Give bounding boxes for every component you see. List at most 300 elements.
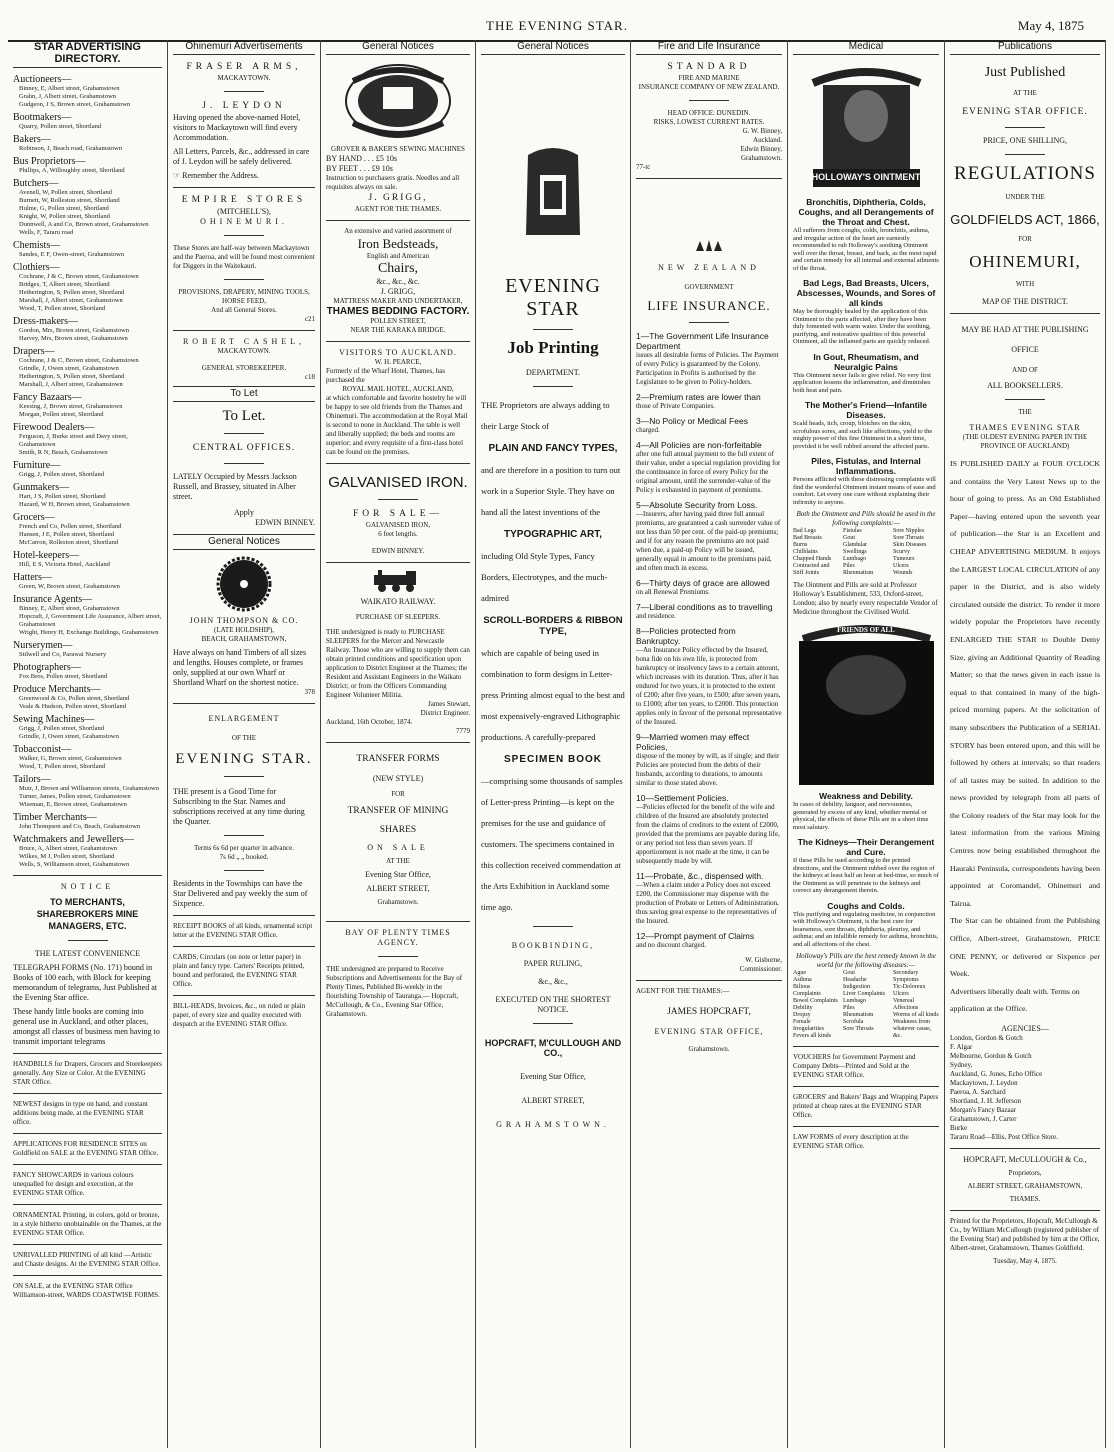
instruction-text: Instruction to purchasers gratis. Needles and all requisites always on sale. <box>326 174 460 191</box>
therefore-text: and are therefore in a position to turn out work in a Superior Style. They have on hand all the latest inventions of the <box>481 465 621 517</box>
medical-section-heading: Bronchitis, Diphtheria, Colds, Coughs, and all Derangements of the Throat and Chest. <box>798 197 934 227</box>
divider <box>173 703 315 704</box>
directory-entry: Sandes, E F, Owen-street, Grahamstown <box>19 251 125 258</box>
agency-entry: Auckland, G. Jones, Echo Office <box>950 1070 1043 1078</box>
published-daily-text: IS PUBLISHED DAILY at FOUR O'CLOCK and contains the Very Latest News up to the hour of going to press. As an Old Established Paper—having entered upon the seventh year of publication—the Star is an Excellent and CHEAP ADVERTISING MEDIUM. It enjoys the LARGEST LOCAL CIRCULATION of any paper in the District, and is also widely circulated outside the district. To render it more widely popular the Proprietors have recently ENLARGED THE STAR to Double Demy Size, giving an Additional Quantity of Reading Matter; so that the news given in each issue is equal to that contained in many of the high-priced morning papers. At the solicitation of many subscribers the Publication of a SERIAL STORY has been entered upon, and this will be followed by others at intervals; so that readers of all tastes may be suited. In addition to the news provided by telegraph from all parts of the Colony readers of the Star may look for the latest information from the various Mining Centres now being established throughout the Hauraki Peninsula, correspondents having been appointed at Coromandel, Ohinemuri and Tairua. <box>950 459 1100 908</box>
empire-place: OHINEMURI. <box>200 217 288 226</box>
insurance-point-heading: 8—Policies protected from Bankruptcy. <box>636 626 736 646</box>
insurance-point-heading: 6—Thirty days of grace are allowed <box>636 578 770 588</box>
medical-section-body: In cases of debility, languor, and nervousness, generated by excess of any kind, whether mental or physical, the effects of these Pills are in a short time most salutary. <box>793 801 929 831</box>
disease-item: Rheumatism <box>843 1012 874 1018</box>
divider <box>224 235 264 236</box>
divider <box>793 1046 939 1047</box>
formerly-text: Formerly of the Wharf Hotel, Thames, has purchased the <box>326 367 446 384</box>
divider <box>326 463 470 464</box>
just-published: Just Published <box>984 65 1066 80</box>
directory-entry: Walker, G, Brown street, Grahamstown <box>19 755 122 762</box>
divider <box>689 100 729 101</box>
divider <box>13 1093 162 1094</box>
general-notices-heading: General Notices <box>326 40 470 55</box>
insurance-point-heading: 2—Premium rates are lower than <box>636 392 761 402</box>
insurance-point <box>636 871 782 926</box>
agency-entry: London, Gordon & Gotch <box>950 1034 1023 1042</box>
complaint-item: Scurvy <box>893 549 910 555</box>
divider <box>173 187 315 188</box>
medical-section-heading: Bad Legs, Bad Breasts, Ulcers, Abscesses, Wounds, and Sores of all kinds <box>796 278 936 308</box>
complaint-item: Lumbago <box>843 556 866 562</box>
sewing-machine-emblem <box>343 61 453 141</box>
directory-category: Sewing Machines— <box>13 714 95 725</box>
directory-entry: Bruce, A, Albert street, Grahamstown <box>19 845 118 852</box>
all-booksellers: ALL BOOKSELLERS. <box>987 381 1063 390</box>
complaint-item: Skin Diseases <box>893 542 927 548</box>
directory-entry: Greenwood & Co, Pollen street, Shortland <box>19 695 130 702</box>
medical-section-body: This Ointment never fails to give relief. No very first application lessens the inflammation, and diminishes both heat and pain. <box>793 371 931 394</box>
terms-advance: Terms 6s 6d per quarter in advance. <box>194 844 294 852</box>
directory-entry: Wood, T, Pollen street, Shortland <box>19 305 106 312</box>
evening-star-title: EVENING STAR <box>505 275 601 320</box>
complaint-item: Wounds <box>893 570 913 576</box>
life-insurance-title: LIFE INSURANCE. <box>647 298 771 313</box>
directory-entry: Grigg, J, Pollen street, Shortland <box>19 471 105 478</box>
divider <box>950 313 1100 314</box>
complaint-item: Glandular Swellings <box>843 542 867 555</box>
directory-entry: Grigg, J, Pollen street, Shortland <box>19 725 105 732</box>
small-ad: UNRIVALLED PRINTING of all kind —Artistic and Chaste designs. At the EVENING STAR Office. <box>13 1251 161 1268</box>
albert-street: ALBERT STREET, GRAHAMSTOWN, <box>967 1182 1083 1190</box>
plain-fancy-types: PLAIN AND FANCY TYPES, <box>488 443 618 454</box>
directory-entry: Cochrane, J & C, Brown street, Grahamstown <box>19 357 139 364</box>
small-ad: ON SALE, at the EVENING STAR Office Williamson-street, WARDS COASTWISE FORMS. <box>13 1282 160 1299</box>
under-the: UNDER THE <box>1005 193 1045 201</box>
disease-item: Fevers all kinds <box>793 1033 831 1039</box>
transfer-mining: TRANSFER OF MINING <box>347 806 449 816</box>
insurance-points <box>636 331 782 950</box>
empire-mitchell: (MITCHELL'S), <box>217 207 271 216</box>
enlargement: ENLARGEMENT <box>208 714 280 723</box>
divider <box>173 946 315 947</box>
hopcraft-co: HOPCRAFT, McCULLOUGH & Co., <box>963 1155 1087 1164</box>
divider <box>378 499 418 500</box>
directory-entry: Hetherington, S, Pollen street, Shortland <box>19 373 125 380</box>
insurance-point-heading: 7—Liberal conditions as to travelling <box>636 602 773 612</box>
medical-section-body: May be thoroughly healed by the application of this Ointment to the parts affected, after they have been duly fomented with warm water. Under the soothing, purifying, and restorative qualities of this powerful Ointment, all the inflamed parts are quickly reduced. <box>793 308 931 345</box>
pills-illustration <box>793 625 940 785</box>
pills-title: Holloway's Pills are the best remedy known in the world for the following diseases:— <box>796 952 936 969</box>
issue-date: May 4, 1875 <box>1017 18 1084 33</box>
fraser-place: MACKAYTOWN. <box>217 74 271 82</box>
insurance-point-body: dispose of the money by will, as if single; and their Policies are protected from the debts of their husbands, according to durations, to amounts similar to those stated above. <box>636 752 780 787</box>
directory-category: Bakers— <box>13 134 51 145</box>
divider <box>533 926 573 927</box>
purchase-sleepers: PURCHASE OF SLEEPERS. <box>355 613 441 621</box>
thompson-title: JOHN THOMPSON & CO. <box>189 616 299 625</box>
directory-entry: Binney, E, Albert street, Grahamstown <box>19 605 120 612</box>
divider <box>13 875 162 876</box>
directory-entry: Hill, E S, Victoria Hotel, Auckland <box>19 561 110 568</box>
agencies-title: AGENCIES— <box>1001 1024 1049 1033</box>
disease-item: Lumbago <box>843 998 866 1004</box>
grigg-name: J. GRIGG, <box>368 193 428 203</box>
masthead <box>0 0 1114 38</box>
insurance-point-heading: 11—Probate, &c., dispensed with. <box>636 871 764 881</box>
grahamstown: Grahamstown. <box>740 154 782 162</box>
disease-item: Debility <box>793 1005 813 1011</box>
evening-office: Evening Star Office, <box>365 870 431 879</box>
medical-section-body: If these Pills be used according to the printed directions, and the Ointment rubbed over the region of the kidneys at least half an hour at bed-time, so much of the Ointment as will penetrate to the kidneys and correct any derangement therein. <box>793 857 939 894</box>
insurance-point <box>636 440 782 495</box>
disease-item: Headache <box>843 977 867 983</box>
complaint-item: Burns <box>793 542 808 548</box>
insurance-point-heading: 12—Prompt payment of Claims <box>636 931 755 941</box>
insurance-point-body: charged. <box>636 426 660 434</box>
agency-entry: Mackaytown, J. Leydon <box>950 1079 1018 1087</box>
directory-category: Hatters— <box>13 572 52 583</box>
agency-entry: Sydney, <box>950 1061 973 1069</box>
divider <box>173 330 315 331</box>
directory-list <box>13 74 162 869</box>
disease-item: Asthma <box>793 977 812 983</box>
disease-item: Indigestion <box>843 984 870 990</box>
directory-entry: Gudgeon, J S, Brown street, Grahamstown <box>19 101 131 108</box>
directory-entry: Avenell, W, Pollen street, Shortland <box>19 189 112 196</box>
insurance-point-body: —Policies effected for the benefit of the wife and children of the Insured are absolutely protected from the claims of creditors to the extent of £2000, provided that the premiums are payable during life, or any period not less than seven years. If apportionment is not made at the time, it can be subsequently made by will. <box>636 803 780 865</box>
directory-category: Furniture— <box>13 460 61 471</box>
directory-category: Watchmakers and Jewellers— <box>13 834 134 845</box>
holloway-pills-emblem <box>793 625 939 785</box>
disease-item: Female Irregularities <box>793 1019 824 1032</box>
district-engineer: District Engineer. <box>420 709 470 717</box>
albert-street: ALBERT STREET, <box>366 884 430 893</box>
complaint-item: Gout <box>843 535 855 541</box>
disease-item: Bowel Complaints <box>793 998 838 1004</box>
pearce-name: W. H. PEARCE, <box>374 358 422 366</box>
complaint-item: Bad Legs <box>793 528 816 534</box>
directory-entry: French and Co, Pollen street, Shortland <box>19 523 122 530</box>
divider <box>533 329 573 330</box>
divider <box>13 1204 162 1205</box>
auckland-date: Auckland, 16th October, 1874. <box>326 718 413 726</box>
column-directory <box>8 40 168 1448</box>
directory-category: Tobacconist— <box>13 744 72 755</box>
grigg-name-2: J. GRIGG, <box>380 287 416 296</box>
at-the: AT THE <box>386 857 410 865</box>
directory-entry: Dunnwell, A and Co, Brown street, Grahamstown <box>19 221 149 228</box>
medical-section-heading: Piles, Fistulas, and Internal Inflammations. <box>811 456 921 476</box>
agency-entry: Morgan's Fancy Bazaar <box>950 1106 1017 1114</box>
column-medical <box>788 40 945 1448</box>
royal-mail-hotel: ROYAL MAIL HOTEL, AUCKLAND, <box>342 385 454 393</box>
insurance-point <box>636 732 782 788</box>
chairs: Chairs, <box>377 261 419 276</box>
directory-entry: Hazard, W H, Brown street, Grahamstown <box>19 501 130 508</box>
for: FOR <box>391 790 405 798</box>
to-let-heading: To Let <box>173 386 315 402</box>
directory-entry: Muir, J, Brown and Williamson streets, Grahamstown <box>19 785 159 792</box>
paper-ruling: PAPER RULING, <box>523 959 583 968</box>
divider <box>326 921 470 922</box>
evening-star-office: Evening Star Office, <box>520 1072 586 1081</box>
karaka-bridge: NEAR THE KARAKA BRIDGE. <box>350 326 446 334</box>
directory-entry: Turner, James, Pollen street, Grahamstown <box>19 793 131 800</box>
fire-marine: FIRE AND MARINE <box>678 74 740 82</box>
divider <box>224 279 264 280</box>
ref-number: 378 <box>304 688 315 696</box>
directory-entry: Binney, E, Albert street, Grahamstown <box>19 85 120 92</box>
comprising-text: —comprising some thousands of samples of Letter-press Printing—is kept on the premises for the use and guidance of customers. The specimens contained in this collection received commendation at the Arts Exhibition in Auckland some time ago. <box>481 776 623 912</box>
column-job-printing <box>476 40 631 1448</box>
divider <box>533 1023 573 1024</box>
subscribe-text: THE present is a Good Time for Subscribing to the Star. Names and subscriptions received at any time during the Quarter. <box>173 787 305 826</box>
newspaper-title: THE EVENING STAR. <box>486 18 628 33</box>
directory-entry: Keesing, J, Brown street, Grahamstown <box>19 403 123 410</box>
stewart: James Stewart, <box>428 700 470 708</box>
bay-of-plenty: BAY OF PLENTY TIMES AGENCY. <box>345 928 451 947</box>
fraser-arms-title: FRASER ARMS, <box>186 62 302 72</box>
directory-entry: Hart, J S, Pollen street, Shortland <box>19 493 106 500</box>
saw-blade-illustration <box>216 556 272 612</box>
for: FOR <box>1018 235 1032 243</box>
footer-date: Tuesday, May 4, 1875. <box>993 1257 1057 1265</box>
divider <box>224 870 264 871</box>
divider <box>224 776 264 777</box>
directory-entry: Fox Bros, Pollen street, Shortland <box>19 673 108 680</box>
edwin-binney: EDWIN BINNEY. <box>255 518 315 527</box>
empire-stores-title: EMPIRE STORES <box>181 195 307 205</box>
directory-entry: Stilwell and Co, Parawai Nursery <box>19 651 107 658</box>
directory-entry: Wells, S, Williamson street, Grahamstown <box>19 861 130 868</box>
royal-mail-body: at which comfortable and favorite hostelry he will be happy to see old friends from the Thames and Ohinemuri. The accommodation at the Royal Mail is second to none in Auckland. The table is well and liberally supplied; the beds and rooms are superior; and every requisite of a first-class hotel can be found on the premises. <box>326 394 468 456</box>
insurance-point-body: those of Private Companies. <box>636 402 715 410</box>
directory-entry: Marshall, J, Albert street, Grahamstown <box>19 381 123 388</box>
directory-entry: Wilkes, M J, Pollen street, Shortland <box>19 853 115 860</box>
insurance-point-heading: 4—All Policies are non-forfeitable <box>636 440 762 450</box>
oldest-paper: (THE OLDEST EVENING PAPER IN THE PROVINCE OF AUCKLAND) <box>962 433 1088 450</box>
lately-text: LATELY Occupied by Messrs Jackson Russell, and Brassey, situated in Alber street. <box>173 472 297 501</box>
directory-category: Produce Merchants— <box>13 684 101 695</box>
gisborne: W. Gisborne, <box>745 956 782 964</box>
medical-section-body: This purifying and regulating medicine, in conjunction with Holloway's Ointment, is the best cure for hoarseness, sore throats, diphtheria, pleurisy, and asthma; and an infallible remedy for asthma, bronchitis, and all affections of the chest. <box>793 910 939 948</box>
vouchers-ad: VOUCHERS for Government Payment and Company Debts—Printed and Sold at the EVENING STAR Office. <box>793 1053 916 1079</box>
directory-entry: Bridges, T, Albert street, Shortland <box>19 281 110 288</box>
latest-convenience: THE LATEST CONVENIENCE <box>34 949 141 958</box>
for-sale: FOR SALE— <box>352 509 444 519</box>
directory-entry: Grindle, J, Owen street, Grahamstown <box>19 365 119 372</box>
ref-number: 77-tc <box>636 163 651 171</box>
locomotive-illustration <box>368 569 428 593</box>
disease-item: Ague <box>793 970 806 976</box>
pollen-street: POLLEN STREET, <box>370 317 426 325</box>
printed-by: Printed for the Proprietors, Hopcraft, McCullough & Co., by William McCullough (registered publisher of the Evening Star) and published by him at the Office, Albert-street, Grahamstown, Thames Goldfield. <box>950 1217 1100 1252</box>
medical-section-heading: Weakness and Debility. <box>819 791 913 801</box>
on-sale: ON SALE <box>367 843 429 852</box>
directory-entry: Hansen, J E, Pollen street, Shortland <box>19 531 114 538</box>
divider <box>13 1164 162 1165</box>
nz-title: NEW ZEALAND <box>658 263 760 272</box>
insurance-point <box>636 392 782 411</box>
residents-text: Residents in the Townships can have the Star Delivered and pay weekly the sum of Sixpence. <box>173 879 308 908</box>
insurance-point-heading: 5—Absolute Security from Loss. <box>636 500 758 510</box>
central-offices: CENTRAL OFFICES. <box>192 443 296 453</box>
disease-item: Ulcers <box>893 991 909 997</box>
risks: RISKS, LOWEST CURRENT RATES. <box>653 118 765 126</box>
evening-star-office: EVENING STAR OFFICE, <box>654 1027 764 1036</box>
ref-number: c21 <box>304 315 315 323</box>
directory-entry: McCarron, Rolleston street, Shortland <box>19 539 119 546</box>
diseases-list <box>793 970 939 1040</box>
medical-section-heading: The Kidneys—Their Derangement and Cure. <box>797 837 935 857</box>
agencies-list <box>950 1034 1100 1142</box>
disease-item: Dropsy <box>793 1012 811 1018</box>
small-ad: FANCY SHOWCARDS in various colours unequalled for design and execution, at the EVENING STAR Office. <box>13 1171 134 1197</box>
medical-section-heading: Coughs and Colds. <box>827 900 905 911</box>
insurance-point-heading: 9—Married women may effect Policies, <box>636 732 750 752</box>
column-insurance <box>631 40 788 1448</box>
directory-category: Hotel-keepers— <box>13 550 80 561</box>
divider <box>68 940 108 941</box>
fraser-body: Having opened the above-named Hotel, visitors to Mackaytown will find every Accommodation. <box>173 113 301 142</box>
insurance-point-heading: 1—The Government Life Insurance Department <box>636 331 769 351</box>
directory-entry: Grindle, J, Owen street, Grahamstown <box>19 733 119 740</box>
divider <box>533 386 573 387</box>
head-office: HEAD OFFICE: DUNEDIN. <box>667 109 751 117</box>
empire-body: These Stores are half-way between Mackaytown and the Paeroa, and will be found most convenient for Diggers in the Waitekauri. <box>173 244 315 270</box>
and-of: AND OF <box>1012 366 1038 374</box>
disease-item: Piles <box>843 1005 855 1011</box>
directory-entry: Phillips, A, Willoughby street, Shortland <box>19 167 125 174</box>
insurance-point-body: after one full annual payment to the full extent of their value, under a special regulation providing for the continuance in force of every Policy for the original amount, until the surrender-value of the Policy is exhausted in payment of premiums. <box>636 450 781 494</box>
ohinemuri-heading: Ohinemuri Advertisements <box>173 40 315 55</box>
directory-category: Insurance Agents— <box>13 594 93 605</box>
directory-entry: Gordon, Mrs, Brown street, Grahamstown <box>19 327 129 334</box>
sewing-machine-label: GROVER & BAKER'S SEWING MACHINES <box>331 145 465 153</box>
divider <box>793 1086 939 1087</box>
divider <box>636 178 782 179</box>
insurance-point-body: on all Renewal Premiums. <box>636 588 710 596</box>
insurance-point <box>636 331 782 387</box>
insurance-point-body: issues all desirable forms of Policies. The Payment of every Policy is guaranteed by the Colony. Participation in Profits is authorised by the Legislature to be given to Policy-holders. <box>636 351 779 386</box>
general-notices-heading: General Notices <box>481 40 625 55</box>
bay-body: THE undersigned are prepared to Receive Subscriptions and Advertisements for the Bay of Plenty Times, Published Bi-weekly in the flourishing Township of Tauranga.— Hopcraft, McCullough, & Co., Evening Star Office, Grahamstown. <box>326 965 463 1018</box>
bookbinding: BOOKBINDING, <box>511 941 595 950</box>
regulations-title: REGULATIONS <box>954 163 1096 184</box>
medical-section-body: Scald heads, itch, croup, blotches on the skin, scrofulous sores, and such like affections, yield to the mighty power of this fine Ointment in a short time, provided it be well rubbed around the affected parts. <box>793 420 933 450</box>
pills-sections <box>793 791 939 948</box>
iron-bedsteads: Iron Bedsteads, <box>357 236 439 251</box>
auckland: Auckland. <box>753 136 782 144</box>
directory-category: Photographers— <box>13 662 81 673</box>
medical-heading: Medical <box>793 40 939 55</box>
agent-thames: AGENT FOR THE THAMES:— <box>636 987 730 995</box>
including-text: including Old Style Types, Fancy Borders, Electrotypes, and the much-admired <box>481 551 608 603</box>
cards-circulars: CARDS, Circulars (on note or letter paper) in plain and fancy type. Carters' Receipts printed, bound and perforated, the EVENING STAR Office. <box>173 953 305 988</box>
hopcraft-mccullough: HOPCRAFT, M'CULLOUGH AND CO., <box>484 1038 622 1058</box>
robert-cashel: ROBERT CASHEL, <box>182 337 306 346</box>
with: WITH <box>1015 280 1035 288</box>
insurance-point <box>636 416 782 435</box>
directory-category: Clothiers— <box>13 262 60 273</box>
publications-heading: Publications <box>950 40 1100 55</box>
directory-entry: Hopcraft, J, Government Life Assurance, Albert street, Grahamstown <box>19 613 162 628</box>
leydon-name: J. LEYDON <box>202 101 286 111</box>
grahamstown: Grahamstown. <box>688 1045 730 1053</box>
which-text: which are capable of being used in combination to form designs in Letter-press Printing almost equal to the best and most expensively-engraved Lithographic productions. A carefully-prepared <box>481 648 625 742</box>
provisions: PROVISIONS, DRAPERY, MINING TOOLS, HORSE FEED, <box>178 288 310 305</box>
small-ad: NEWEST designs in type on hand, and constant additions being made, at the EVENING STAR office. <box>13 1100 148 1126</box>
directory-entry: Wiseman, E, Brown street, Grahamstown <box>19 801 127 808</box>
small-ad: HANDBILLS for Drapers, Grocers and Storekeepers generally. Any Size or Color. At the EVENING STAR Office. <box>13 1060 162 1086</box>
divider <box>224 835 264 836</box>
disease-item: Secondary Symptoms <box>893 970 919 983</box>
the: THE <box>1018 408 1032 416</box>
law-forms-ad: LAW FORMS of every description at the EVENING STAR Office. <box>793 1133 909 1150</box>
insurance-point <box>636 931 782 950</box>
sold-text: The Ointment and Pills are sold at Professor Holloway's Establishment, 533, Oxford-street, London; also by nearly every respectable Vendor of Medicine throughout the Civilised World. <box>793 581 938 616</box>
directory-entry: Hetherington, S, Pollen street, Shortland <box>19 289 125 296</box>
disease-item: Liver Complaints <box>843 991 886 997</box>
divider <box>13 1133 162 1134</box>
proprietors-text: THE Proprietors are always adding to their Large Stock of <box>481 400 610 431</box>
divider <box>224 91 264 92</box>
small-ad: ORNAMENTAL Printing, in colors, gold or bronze, in a style hitherto unobtainable on the Thames, at the EVENING STAR Office. <box>13 1211 162 1237</box>
divider <box>636 980 782 981</box>
to-let-title: To Let. <box>222 408 266 424</box>
insurance-point-body: —Insurers, after having paid three full annual premiums, are guaranteed a cash surrender value of not less than 50 per cent. of the paid-up premiums; and if for any reason the premiums are not paid when due, a paid-up Policy will be issued, generally equal in amount to the premiums paid, and often much in excess. <box>636 510 781 572</box>
complaint-item: Sore Throats <box>893 535 924 541</box>
insurance-point-body: —When a claim under a Policy does not exceed £200, the Commissioner may dispense with the production of Probate or Letters of Administration, thus saving great expense to the representatives of the Insured. <box>636 881 779 925</box>
grocers-ad: GROCERS' and Bakers' Bags and Wrapping Papers printed at cheap rates at the EVENING STAR Office. <box>793 1093 939 1119</box>
thompson-body: Have always on hand Timbers of all sizes and lengths. Houses complete, or frames only, supplied at our own Wharf or Shortland Wharf on the shortest notice. <box>173 648 307 687</box>
directory-category: Dress-makers— <box>13 316 78 327</box>
price-shilling: PRICE, ONE SHILLING, <box>983 136 1067 145</box>
disease-item: Bilious Complaints <box>793 984 821 997</box>
directory-heading: STAR ADVERTISING DIRECTORY. <box>13 40 162 68</box>
thompson-place: BEACH, GRAHAMSTOWN, <box>201 635 287 643</box>
price-by-hand: BY HAND . . . £5 10s <box>326 154 398 163</box>
complaints-list <box>793 528 939 577</box>
visitors-title: VISITORS TO AUCKLAND. <box>339 348 457 357</box>
divider <box>326 341 470 342</box>
shares: SHARES <box>379 825 417 835</box>
insurance-point-body: —An Insurance Policy effected by the Insured, bona fide on his own life, is protected from bankruptcy or insolvency laws to a certain amount, which increases with its duration. Thus, after it has endured for two years, it is protected to the extent of £200; after five years, to £500; after seven years, to £1000; after ten years, to £2000. This protection applies only in favour of the personal representative of the Insured. <box>636 646 782 726</box>
divider <box>1005 154 1045 155</box>
notice-title: NOTICE <box>60 882 115 891</box>
directory-entry: Robinson, J, Beach road, Grahamstown <box>19 145 123 152</box>
agency-entry: F. Algar <box>950 1043 973 1051</box>
ref-number: c18 <box>304 373 315 381</box>
divider <box>224 463 264 464</box>
directory-category: Drapers— <box>13 346 55 357</box>
directory-entry: Burnett, W, Rolleston street, Shortland <box>19 197 120 204</box>
divider <box>1005 127 1045 128</box>
printing-press-emblem <box>518 145 588 245</box>
job-printing-title: Job Printing <box>507 338 599 357</box>
department: DEPARTMENT. <box>526 368 580 377</box>
complaint-item: Contracted and Stiff Joints <box>793 563 830 576</box>
storekeeper: GENERAL STOREKEEPER. <box>201 364 287 372</box>
general-notices-heading: General Notices <box>173 534 315 550</box>
insurance-heading: Fire and Life Insurance <box>636 40 782 55</box>
medical-section-body: Persons afflicted with these distressing complaints will find the wonderful Ointment instant means of ease and comfort. Let every one cure without explaining their infirmity to anyone. <box>793 476 936 506</box>
remember-address: ☞ Remember the Address. <box>173 171 259 180</box>
divider <box>793 1126 939 1127</box>
general-stores: And all General Stores. <box>211 306 277 314</box>
divider <box>173 995 315 996</box>
holloway-emblem <box>793 61 939 191</box>
divider <box>950 1148 1100 1149</box>
typographic-art: TYPOGRAPHIC ART, <box>504 529 602 540</box>
disease-item: Sore Throats <box>843 1026 874 1032</box>
